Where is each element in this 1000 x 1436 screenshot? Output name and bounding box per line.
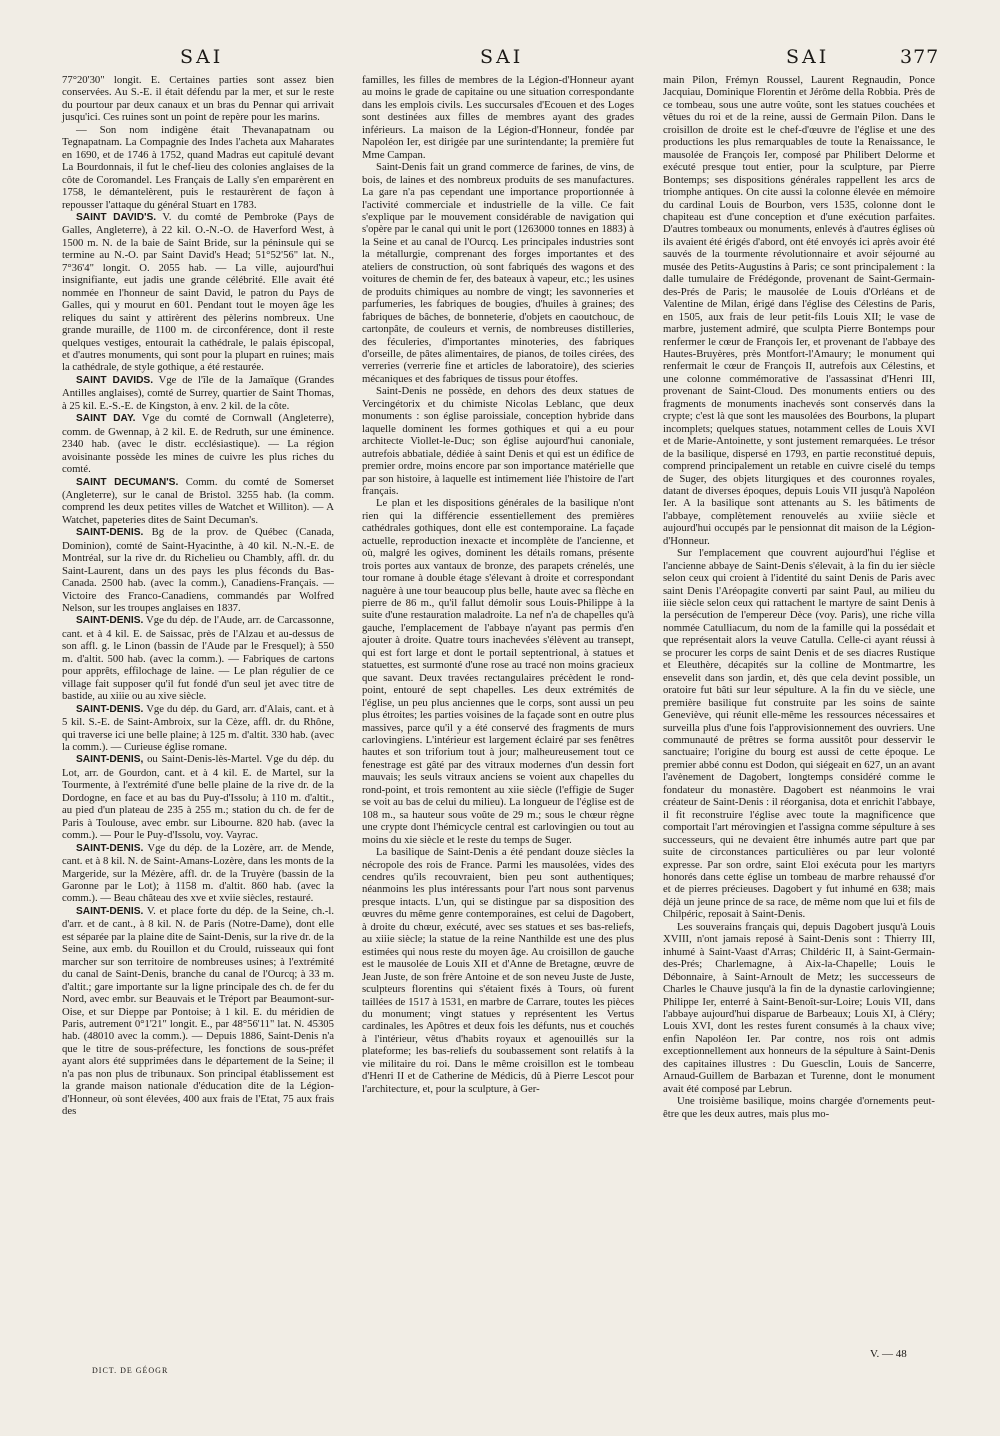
text-paragraph (663, 74, 935, 547)
dictionary-entry (62, 211, 334, 374)
dictionary-entry (62, 753, 334, 841)
entry-text: V. du comté de Pembroke (Pays de Galles, Angleterre), à 22 kil. O.-N.-O. de Haverford West, à 1500 m. N. de la baie de Saint Bride, sur la péninsule qui se termine au N.-O. par Saint David's Head; 51°52'56" lat. N., 7°36'4" longit. O. 2055 hab. — La ville, aujourd'hui insignifiante, eut jadis une grande célébrité. Elle avait été nommée en l'honneur de saint David, le patron du Pays de Galles, qui y mourut en 601. Pendant tout le moyen âge les reliques du saint y attirèrent des pèlerins nombreux. Une grande muraille, de 1100 m. de circonférence, dont il reste quelques vestiges, entourait la cathédrale, le palais épiscopal, et d'autres monuments, qui sont pour la plupart en ruines; mais la cathédrale, de style gothique, a été restaurée. (62, 210, 334, 374)
entry-headword: SAINT DAY. (76, 413, 136, 425)
entry-text: 77°20'30" longit. E. Certaines parties sont assez bien conservées. Au S.-E. il était défendu par la mer, et sur le reste du pourtour par deux canaux et un bras du Pennar qui arrivait jusqu'ici. Ces ruines sont un point de repère pour les marins. (62, 74, 334, 124)
dictionary-entry (62, 526, 334, 614)
text-paragraph (663, 547, 935, 921)
entry-headword: SAINT-DENIS. (76, 842, 144, 854)
entry-text: familles, les filles de membres de la Légion-d'Honneur ayant au moins le grade de capitaine ou une situation correspondante dans les emplois civils. Les succursales d'Ecouen et des Loges sont destinées aux filles de membres ayant des grades inférieurs. La maison de la Légion-d'Honneur, fondée par Napoléon Ier, est dirigée par une surintendante; la première fut Mme Campan. (362, 74, 634, 161)
footer-sheet-mark: V. — 48 (870, 1348, 907, 1360)
dictionary-entry (62, 614, 334, 702)
entry-text: Une troisième basilique, moins chargée d'ornements peut-être que les deux autres, mais plus mo- (663, 1095, 935, 1120)
dictionary-entry (62, 476, 334, 527)
entry-text: ou Saint-Denis-lès-Martel. Vge du dép. du Lot, arr. de Gourdon, cant. et à 4 kil. E. de Martel, sur la Tourmente, à l'extrémité d'une belle plaine de la rive dr. de la Dordogne, en face et au bas du Puy-d'Issolu; à 110 m. d'altit., au pied d'un plateau de 235 à 255 m.; station du ch. de fer de Paris à Toulouse, avec embr. sur Libourne. 820 hab. (avec la comm.). — Pour le Puy-d'Issolu, voy. Vayrac. (62, 753, 335, 842)
entry-text: Les souverains français qui, depuis Dagobert jusqu'à Louis XVIII, n'ont jamais reposé à Saint-Denis sont : Thierry III, inhumé à Saint-Vaast d'Arras; Childéric II, à Saint-Germain-des-Prés; Charlemagne, à Aix-la-Chapelle; Louis le Débonnaire, à Saint-Arnoult de Metz; les successeurs de Charles le Chauve jusqu'à la fin de la dynastie carlovingienne; Philippe Ier, enterré à Saint-Benoît-sur-Loire; Louis VII, dans l'abbaye aujourd'hui disparue de Barbeaux; Louis XI, à Cléry; Louis XVI, dont les restes furent consumés à la chaux vive; enfin Napoléon Ier. Par contre, nos rois ont admis exceptionnellement aux honneurs de la sépulture à Saint-Denis des capitaines illustres : Du Guesclin, Louis de Sancerre, Arnaud-Guillem de Barbazan et Turenne, dont le monument avait été composé par Lebrun. (663, 920, 935, 1095)
text-column-1 (62, 74, 334, 1118)
entry-text: Sur l'emplacement que couvrent aujourd'hui l'église et l'ancienne abbaye de Saint-Denis s'élevait, à la fin du ier siècle selon ceux qui croient à l'identité du saint Denis de Paris avec saint Denis l'Aréopagite converti par saint Paul, au milieu du iiie siècle selon ceux qui rattachent le martyre de saint Denis à la persécution de l'empereur Dèce (voy. Paris), une riche villa nommée Catulliacum, du nom de la famille qui la possédait et que représentait alors la veuve Catulla. Celle-ci ayant réussi à se procurer les corps de saint Denis et de ses diacres Rustique et Eleuthère, décapités sur la colline de Montmartre, les ensevelit dans son jardin, et, dès que cela devint possible, un oratoire fut bâti sur leur sépulture. A la fin du ve siècle, une première basilique fut construite par les soins de sainte Geneviève, qui réunit elle-même les ressources nécessaires et surveilla plus d'une fois l'approvisionnement des ouvriers. Une communauté de prêtres se forma aussitôt pour desservir le sanctuaire; l'origine du bourg est aussi de cette époque. Le premier abbé connu est Dodon, qui siégeait en 627, un an avant l'avènement de Dagobert, longtemps considéré comme le fondateur du monastère. Dagobert est néanmoins le vrai créateur de Saint-Denis : il réorganisa, dota et enrichit l'abbaye, il fit reconstruire l'église avec toute la magnificence que comportait l'art mérovingien et l'assigna comme sépulture à ses successeurs, qui ne devaient être inhumés autre part que par suite de circonstances particulières ou par leur volonté expresse. Par son ordre, saint Eloi exécuta pour les martyrs honorés dans cette église un tombeau de marbre rehaussé d'or et de pierres précieuses. Dagobert y fut inhumé en 638; mais déjà un jeune prince de sa race, de même nom que lui et fils de Chilpéric, reposait à Saint-Denis. (663, 547, 935, 921)
entry-text: Vge de l'île de la Jamaïque (Grandes Antilles anglaises), comté de Surrey, quartier de Saint Thomas, à 25 kil. E.-S.-E. de Kingston, à env. 2 kil. de la côte. (62, 373, 334, 412)
text-paragraph (362, 497, 634, 846)
text-paragraph (362, 385, 634, 497)
text-paragraph (362, 161, 634, 385)
entry-headword: SAINT DAVIDS. (76, 374, 154, 386)
page-number: 377 (900, 46, 940, 68)
text-paragraph (663, 921, 935, 1095)
entry-text: Saint-Denis fait un grand commerce de farines, de vins, de bois, de laines et des nombreux produits de ses manufactures. La gare n'a pas cependant une importance proportionnée à l'activité commerciale et industrielle de la ville. Ce fait s'explique par le mouvement considérable de navigation qui s'opère par le canal qui unit le port (1263000 tonnes en 1883) à la Seine et au canal de l'Ourcq. Les principales industries sont la métallurgie, comprenant des forges importantes et des ateliers de construction, où sont fabriqués des wagons et des voitures de chemin de fer, des bateaux à vapeur, etc.; les usines de produits chimiques au nombre de vingt; les savonneries et parfumeries, les fabriques de bougies, d'huiles à graines; des fabriques de bâches, de bonneterie, d'objets en caoutchouc, de cartonpâte, de couleurs et vernis, de nombreuses distilleries, des féculeries, d'importantes minoteries, des fabriques d'orseille, de pâtes alimentaires, de pianos, de toiles cirées, des verreries (verrerie fine et articles de laboratoire), des scieries mécaniques et des fabriques de tissus pour étoffes. (362, 161, 634, 385)
entry-headword: SAINT-DENIS. (76, 615, 144, 627)
dictionary-entry (62, 842, 334, 905)
entry-text: Vge du dép. du Gard, arr. d'Alais, cant. et à 5 kil. S.-E. de Saint-Ambroix, sur la Cèze, affl. dr. du Rhône, qui traverse ici une belle plaine; à 125 m. d'altit. 330 hab. (avec la comm.). — Curieuse église romane. (62, 702, 334, 754)
entry-text: main Pilon, Frémyn Roussel, Laurent Regnaudin, Ponce Jacquiau, Dominique Florentin et Jérôme della Robbia. Près de ce tombeau, sous une autre voûte, sont les statues couchées et vêtues du roi et de la reine, aussi de Germain Pilon. Dans le croisillon de droite est le chef-d'œuvre de l'église et une des productions les plus remarquables de toute la Renaissance, le mausolée de François Ier, composé par Philibert Delorme et exécuté presque tout entier, pour la sculpture, par Pierre Bontemps; ses dispositions générales rappellent les arcs de triomphe antiques. On cite aussi la colonne élevée en mémoire du cardinal Louis de Bourbon, vers 1535, colonne dont le chapiteau est d'une conception et d'une exécution parfaites. D'autres tombeaux ou monuments, enlevés à d'autres églises où ils avaient été érigés d'abord, ont été envoyés ici après avoir été sauvés de la tourmente révolutionnaire et avoir séjourné au musée des Petits-Augustins à Paris; ce sont principalement : la dalle tumulaire de Frédégonde, provenant de Saint-Germain-des-Prés de Paris; le mausolée de Louis d'Orléans et de Valentine de Milan, érigé dans l'église des Célestins de Paris, en 1505, aux frais de leur petit-fils Louis XII; le vase de marbre, justement admiré, que sculpta Pierre Bontemps pour renfermer le cœur de François Ier, et provenant de l'abbaye des Hautes-Bruyères, près Montfort-l'Amaury; le monument qui renfermait le cœur de François II, autrefois aux Célestins, et une colonne commémorative de l'assassinat d'Henri III, provenant de Saint-Cloud. Des monuments entiers ou des fragments de monuments inachevés sont conservés dans la crypte; c'est là que sont les mausolées des Bourbons, la plupart incomplets; quelques statues, notamment celles de Louis XVI et de Marie-Antoinette, y sont justement remarquées. Le trésor de la basilique, dispersé en 1793, en partie reconstitué depuis, comprend principalement un retable en cuivre ciselé du temps de Suger, des objets liturgiques et des couronnes royales, datant de diverses époques, depuis Louis VII jusqu'à Napoléon Ier. A la basilique sont attenants au S. les bâtiments de l'abbaye, complètement renouvelés au xviiie siècle et aujourd'hui occupés par le pensionnat dit maison de la Légion-d'Honneur. (663, 74, 935, 547)
entry-text: Vge du dép. de l'Aude, arr. de Carcassonne, cant. et à 4 kil. E. de Saissac, près de l'Alzau et au-dessus de son affl. g. le Linon (bassin de l'Aude par le Fresquel); à 550 m. d'altit. 500 hab. (avec la comm.). — Fabriques de cartons pour apprêts, effilochage de laine. — Le plan régulier de ce village fait supposer qu'il fut fondé d'un seul jet avec titre de bastide, au xiiie ou au xive siècle. (62, 614, 334, 703)
entry-headword: SAINT-DENIS. (76, 703, 144, 715)
entry-headword: SAINT DAVID'S. (76, 211, 157, 223)
dictionary-entry (62, 905, 334, 1118)
entry-headword: SAINT-DENIS, (76, 754, 144, 766)
entry-text: — Son nom indigène était Thevanapatnam ou Tegnapatnam. La Compagnie des Indes l'acheta aux Maharates en 1690, et de 1746 à 1752, quand Madras eut capitulé devant La Bourdonnais, il fut le chef-lieu des colonies anglaises de la côte de Coromandel. Les Français de Lally s'en emparèrent en 1758, le démantelèrent, puis le restaurèrent de façon à repousser l'attaque du général Stuart en 1783. (62, 123, 334, 211)
footer-signature: DICT. DE GÉOGR (92, 1366, 169, 1375)
running-head-center: SAI (480, 46, 524, 68)
entry-text: Vge du dép. de la Lozère, arr. de Mende, cant. et à 8 kil. N. de Saint-Amans-Lozère, dans les monts de la Margeride, sur la Mézère, affl. dr. de la Truyère (bassin de la Garonne par le Lot); à 1158 m. d'altit. 860 hab. (avec la comm.). — Beau château des xve et xviie siècles, restauré. (62, 841, 334, 905)
entry-text: V. et place forte du dép. de la Seine, ch.-l. d'arr. et de cant., à 8 kil. N. de Paris (Notre-Dame), dont elle est séparée par la plaine dite de Saint-Denis, sur la rive dr. de la Seine, aux emb. du Rouillon et du Crould, ruisseaux qui font marcher sur son territoire de nombreuses usines; à l'extrémité du canal de Saint-Denis, branche du canal de l'Ourcq; à 33 m. d'altit.; gare importante sur la ligne principale des ch. de fer du Nord, avec embr. sur Beauvais et le Tréport par Beaumont-sur-Oise, et sur Dieppe par Pontoise; à 1 kil. E. du méridien de Paris, autrement 0°1'21" longit. E., par 48°56'11" lat. N. 45305 hab. (48010 avec la comm.). — Depuis 1886, Saint-Denis n'a que le titre de sous-préfecture, les fonctions de sous-préfet ayant alors été supprimées dans le département de la Seine; il n'a pas non plus de tribunaux. Son principal établissement est la grande maison nationale d'éducation dite de la Légion-d'Honneur, où sont élevées, 400 aux frais de l'Etat, 75 aux frais des (62, 904, 334, 1118)
entry-text: La basilique de Saint-Denis a été pendant douze siècles la nécropole des rois de France. Parmi les mausolées, vides des cendres qu'ils recouvraient, bien peu sont authentiques; néanmoins les plus intéressants pour l'art nous sont parvenus presque intacts. L'un, qui se distingue par sa disposition des œuvres du même genre contemporaines, est celui de Dagobert, à droite du chœur, exécuté, avec ses statues et ses bas-reliefs, au xiiie siècle; la statue de la reine Nanthilde est une des plus estimées qui nous reste du moyen âge. Au croisillon de gauche est le mausolée de Louis XII et d'Anne de Bretagne, œuvre de Jean Juste, de son frère Antoine et de son neveu Juste de Juste, sculpteurs florentins qui s'étaient fixés à Tours, où furent taillées de 1517 à 1531, en marbre de Carrare, toutes les pièces du monument; vingt statues y représentent les Vertus cardinales, les Apôtres et deux fois les défunts, nus et couchés à l'intérieur, vêtus d'habits royaux et agenouillés sur la plateforme; les bas-reliefs du soubassement sont relatifs à la vie militaire du roi. Dans le même croisillon est le tombeau d'Henri II et de Catherine de Médicis, dû à Pierre Lescot pour l'architecture, et, pour la sculpture, à Ger- (362, 846, 634, 1095)
dictionary-entry (62, 374, 334, 412)
text-paragraph (62, 124, 334, 211)
dictionary-entry (62, 412, 334, 475)
text-paragraph (62, 74, 334, 124)
entry-text: Bg de la prov. de Québec (Canada, Dominion), comté de Saint-Hyacinthe, à 40 kil. N.-N.-E. de Montréal, sur la rive dr. du Richelieu ou Chambly, affl. dr. du Saint-Laurent, dans un des pays les plus féconds du Bas-Canada. 2500 hab. (avec la comm.), Canadiens-Français. — Victoire des Franco-Canadiens, commandés par Wolfred Nelson, sur les troupes anglaises en 1837. (62, 526, 335, 615)
running-head-right: SAI (786, 46, 830, 68)
dictionary-entry (62, 703, 334, 754)
entry-text: Saint-Denis ne possède, en dehors des deux statues de Vercingétorix et du chimiste Nicolas Leblanc, que deux monuments : son église paroissiale, conception hybride dans laquelle dominent les formes gothiques et qui a eu pour architecte Viollet-le-Duc; son église aujourd'hui canoniale, autrefois abbatiale, dédiée à saint Denis et qui est un édifice de premier ordre, moins encore par son importance matérielle que par son histoire, à laquelle est intimement liée l'histoire de l'art français. (362, 385, 634, 497)
running-head-left: SAI (180, 46, 224, 68)
entry-text: Comm. du comté de Somerset (Angleterre), sur le canal de Bristol. 3255 hab. (la comm. comprend les deux petites villes de Watchet et Williton). — A Watchet, papeteries dites de Saint Decuman's. (62, 475, 334, 526)
entry-text: Le plan et les dispositions générales de la basilique n'ont rien qui la différencie essentiellement des premières cathédrales gothiques, dont elle est contemporaine. La façade actuelle, reproduction inexacte et incomplète de l'ancienne, et où, malgré les ogives, dominent les détails romans, présente trois portes aux vantaux de bronze, des parapets crénelés, une tour romane à double étage s'élevant à droite et correspondant naguère à une tour beaucoup plus belle, haute avec sa flèche en pierre de 86 m., qu'il fallut démolir sous Louis-Philippe à la suite d'une restauration maladroite. La nef n'a de chapelles qu'à gauche, l'emplacement de l'abbaye n'ayant pas permis d'en ajouter à droite. Quatre tours inachevées s'élèvent au transept, qui est fort large et dont le portail septentrional, à statues et statuettes, est surmonté d'une rose au tracé non moins gracieux que savant. Deux travées rectangulaires précèdent le rond-point, entouré de sept chapelles. Les deux extrémités de l'église, un peu plus anciennes que le corps, sont aussi un peu plus étroites; les parties voisines de la façade sont en outre plus massives, parce qu'il y a été conservé des fragments de murs carlovingiens. L'intérieur est largement éclairé par ses fenêtres hautes et son triforium tout à jour; malheureusement tout ce fenestrage est gâté par des vitraux modernes d'un dessin fort mauvais; les seuls vitraux anciens se voient aux chapelles du rond-point, et trois remontent au xiie siècle (l'effigie de Suger se voit au bas de celui du milieu). La longueur de l'église est de 108 m., sa hauteur sous voûte de 29 m.; sous le chœur règne une crypte dont l'hémicycle central est carlovingien ou tout au moins du xie siècle et le reste du temps de Suger. (362, 497, 634, 846)
text-paragraph (362, 74, 634, 161)
text-column-2 (362, 74, 634, 1095)
entry-text: Vge du comté de Cornwall (Angleterre), comm. de Gwennap, à 2 kil. E. de Redruth, sur une éminence. 2340 hab. (avec le distr. ecclésiastique). — La région avoisinante possède les mines de cuivre les plus riches du comté. (62, 412, 335, 476)
entry-headword: SAINT-DENIS. (76, 905, 144, 917)
text-paragraph (362, 846, 634, 1095)
entry-headword: SAINT DECUMAN'S. (76, 476, 179, 488)
entry-headword: SAINT-DENIS. (76, 527, 144, 539)
text-column-3 (663, 74, 935, 1120)
text-paragraph (663, 1095, 935, 1120)
